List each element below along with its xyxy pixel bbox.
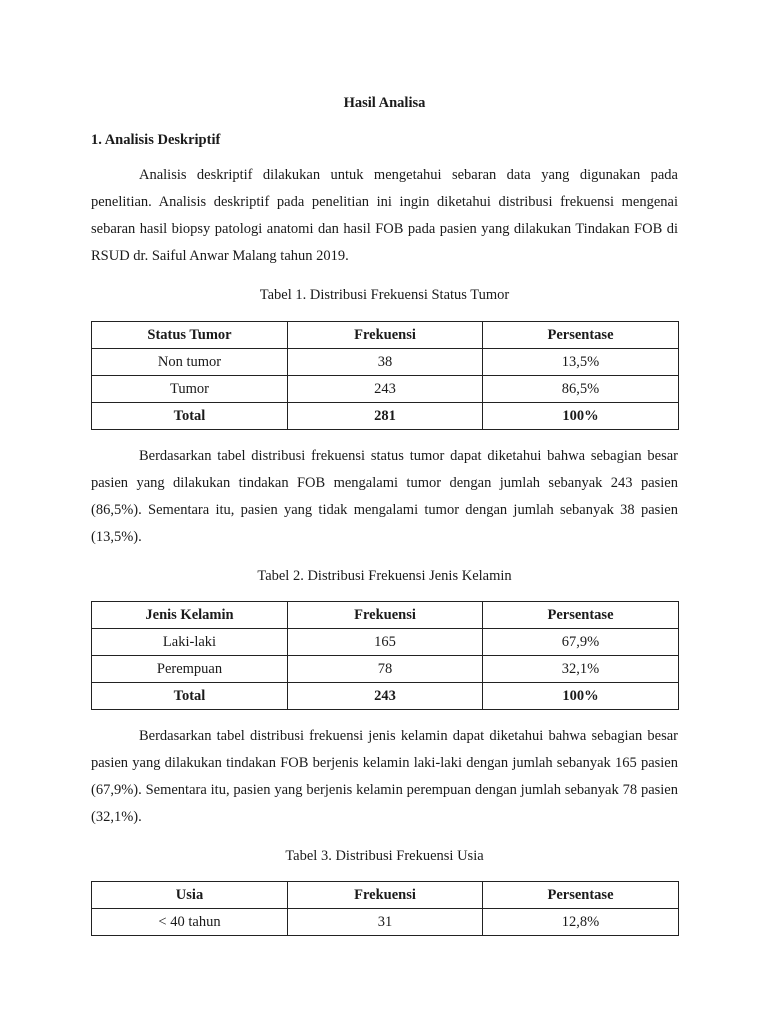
table-cell: < 40 tahun [92,909,288,936]
table-total-row [92,403,679,430]
table-total-row [92,683,679,710]
table-header-cell: Jenis Kelamin [92,602,288,629]
intro-paragraph: Analisis deskriptif dilakukan untuk mengetahui sebaran data yang digunakan pada penelitian. Analisis deskriptif pada penelitian ini ingin diketahui distribusi frekuensi mengenai sebaran hasil biopsy patologi anatomi dan hasil FOB pada pasien yang dilakukan Tindakan FOB di RSUD dr. Saiful Anwar Malang tahun 2019. [91,167,678,264]
table-cell: 31 [288,909,483,936]
table-cell: 165 [288,629,483,656]
table-cell: 13,5% [483,349,679,376]
table-cell: 32,1% [483,656,679,683]
table-cell: 281 [288,403,483,430]
table-cell: 100% [483,683,679,710]
section-heading: 1. Analisis Deskriptif [91,132,221,148]
table-cell: 100% [483,403,679,430]
table-row [92,376,679,403]
table-cell: 78 [288,656,483,683]
table-header-cell: Persentase [483,602,679,629]
table-1-description: Berdasarkan tabel distribusi frekuensi status tumor dapat diketahui bahwa sebagian besar pasien yang dilakukan tindakan FOB mengalami tumor dengan jumlah sebanyak 243 pasien (86,5%). Sementara itu, pasien yang tidak mengalami tumor dengan jumlah sebanyak 38 pasien (13,5%). [91,448,678,545]
table-row [92,909,679,936]
table-cell: Total [92,683,288,710]
table-cell: Total [92,403,288,430]
table-row [92,349,679,376]
table-header-cell: Frekuensi [288,882,483,909]
table-header-row [92,322,679,349]
table-2-description: Berdasarkan tabel distribusi frekuensi jenis kelamin dapat diketahui bahwa sebagian besar pasien yang dilakukan tindakan FOB berjenis kelamin laki-laki dengan jumlah sebanyak 165 pasien (67,9%). Sementara itu, pasien yang berjenis kelamin perempuan dengan jumlah sebanyak 78 pasien (32,1%). [91,728,678,825]
table-header-cell: Persentase [483,882,679,909]
table-header-cell: Status Tumor [92,322,288,349]
table-row [92,656,679,683]
table-cell: 243 [288,376,483,403]
table-cell: 243 [288,683,483,710]
table-header-cell: Frekuensi [288,322,483,349]
table-1-status-tumor [91,321,679,430]
table-2-jenis-kelamin [91,601,679,710]
page-title: Hasil Analisa [343,95,426,111]
table-cell: 86,5% [483,376,679,403]
table-cell: 67,9% [483,629,679,656]
table-cell: Tumor [92,376,288,403]
table-cell: Laki-laki [92,629,288,656]
table-cell: 12,8% [483,909,679,936]
table-header-cell: Usia [92,882,288,909]
table-1-caption: Tabel 1. Distribusi Frekuensi Status Tumor [259,287,510,303]
table-cell: 38 [288,349,483,376]
table-header-row [92,882,679,909]
table-cell: Non tumor [92,349,288,376]
table-2-caption: Tabel 2. Distribusi Frekuensi Jenis Kelamin [257,568,512,584]
table-3-caption: Tabel 3. Distribusi Frekuensi Usia [285,848,484,864]
table-header-row [92,602,679,629]
table-cell: Perempuan [92,656,288,683]
table-header-cell: Persentase [483,322,679,349]
table-row [92,629,679,656]
table-3-usia [91,881,679,936]
table-header-cell: Frekuensi [288,602,483,629]
